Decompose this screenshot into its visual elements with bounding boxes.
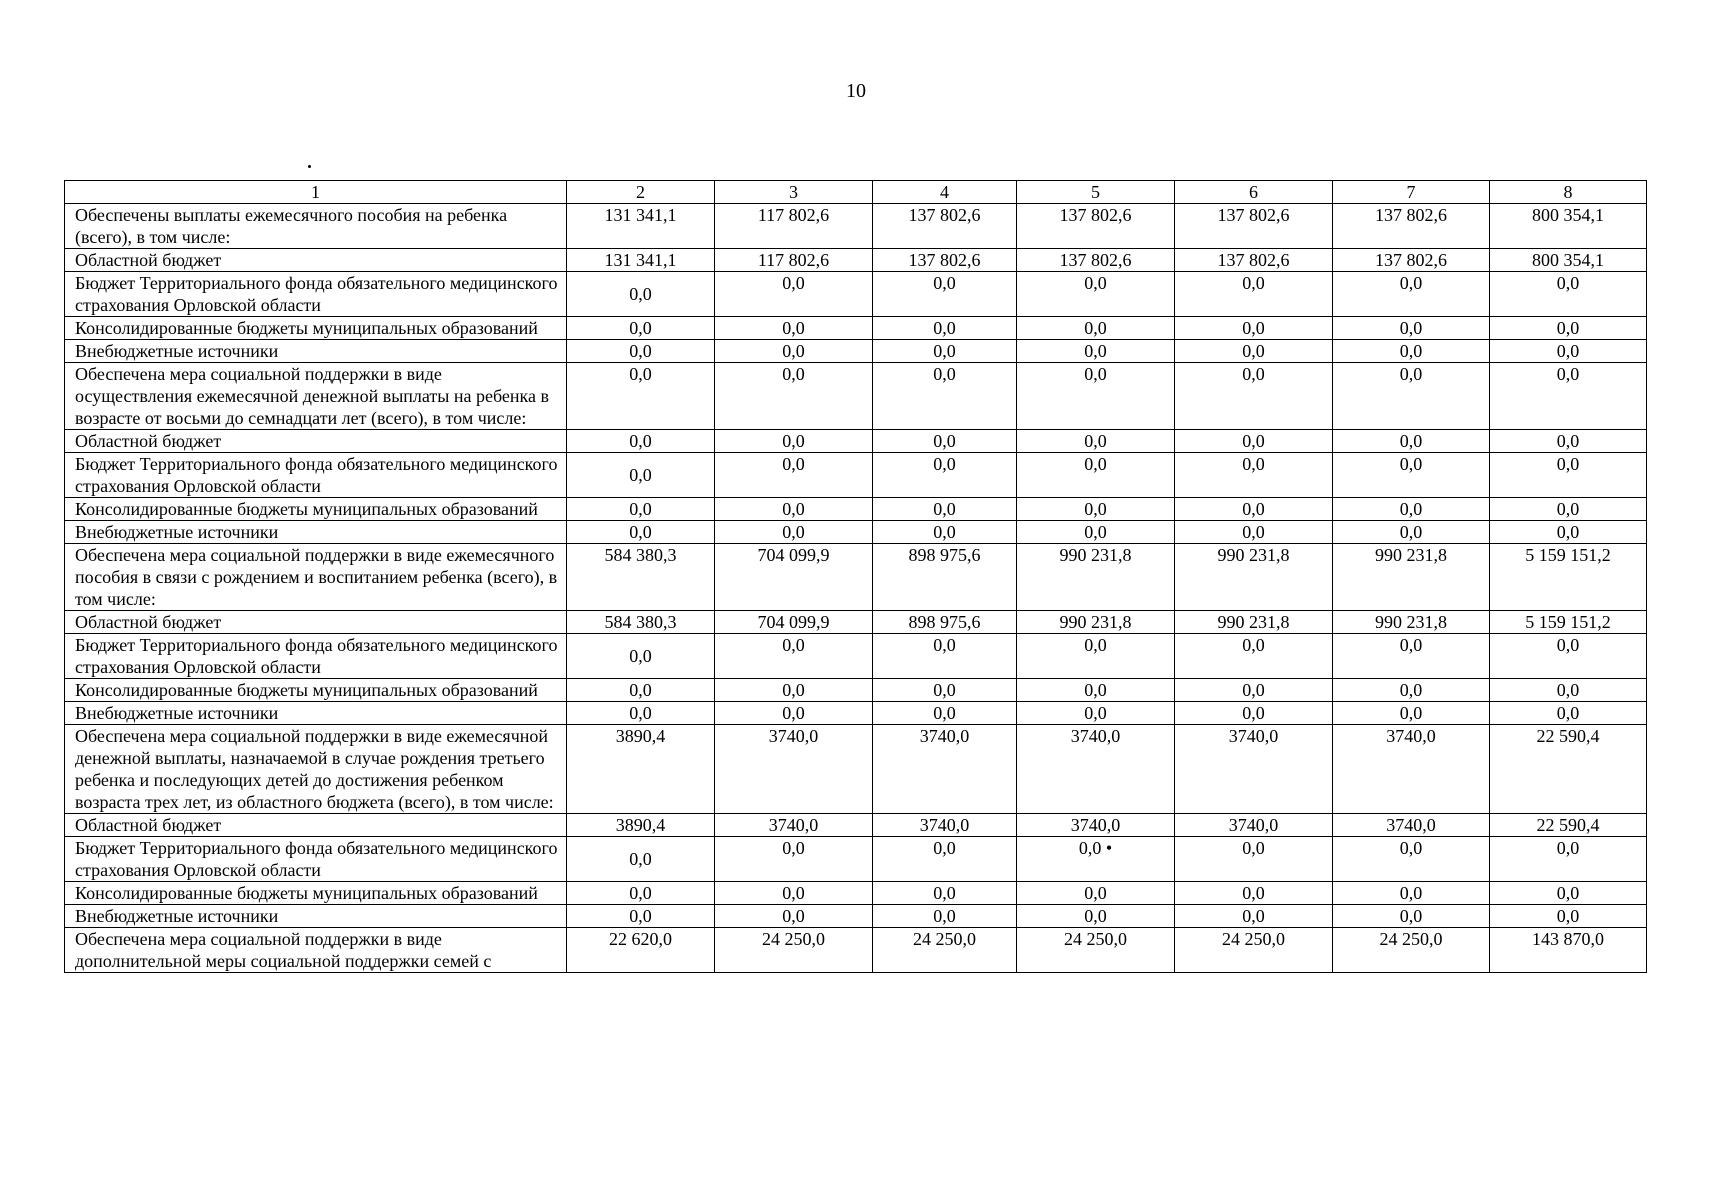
cell-col-3: 0,0 (715, 521, 873, 544)
table-row (65, 611, 1647, 634)
cell-col-2: 584 380,3 (567, 544, 715, 611)
table-row (65, 340, 1647, 363)
row-label: Бюджет Территориального фонда обязательного медицинского страхования Орловской области (65, 634, 567, 679)
cell-col-4: 3740,0 (873, 814, 1017, 837)
cell-col-8: 0,0 (1490, 453, 1647, 498)
cell-col-6: 990 231,8 (1175, 611, 1333, 634)
cell-col-4: 137 802,6 (873, 249, 1017, 272)
cell-col-2: 0,0 (567, 679, 715, 702)
cell-col-6: 0,0 (1175, 882, 1333, 905)
table-row (65, 204, 1647, 249)
cell-col-3: 0,0 (715, 498, 873, 521)
cell-col-2: 0,0 (567, 905, 715, 928)
column-header-2: 2 (567, 181, 715, 204)
cell-col-4: 0,0 (873, 317, 1017, 340)
cell-col-8: 0,0 (1490, 521, 1647, 544)
cell-col-3: 704 099,9 (715, 611, 873, 634)
column-header-7: 7 (1333, 181, 1490, 204)
cell-col-8: 0,0 (1490, 363, 1647, 430)
cell-col-6: 0,0 (1175, 498, 1333, 521)
cell-col-6: 0,0 (1175, 317, 1333, 340)
cell-col-4: 0,0 (873, 634, 1017, 679)
column-header-5: 5 (1017, 181, 1175, 204)
table-row (65, 928, 1647, 973)
cell-col-2: 131 341,1 (567, 204, 715, 249)
cell-col-4: 3740,0 (873, 725, 1017, 814)
cell-col-7: 3740,0 (1333, 725, 1490, 814)
cell-col-8: 0,0 (1490, 702, 1647, 725)
scan-dot (308, 165, 311, 168)
cell-col-5: 0,0 (1017, 702, 1175, 725)
cell-col-5: 3740,0 (1017, 725, 1175, 814)
cell-col-3: 24 250,0 (715, 928, 873, 973)
cell-col-5: 3740,0 (1017, 814, 1175, 837)
cell-col-2: 584 380,3 (567, 611, 715, 634)
cell-col-3: 0,0 (715, 882, 873, 905)
row-label: Консолидированные бюджеты муниципальных образований (65, 498, 567, 521)
column-header-4: 4 (873, 181, 1017, 204)
row-label: Внебюджетные источники (65, 521, 567, 544)
cell-col-5: 137 802,6 (1017, 249, 1175, 272)
row-label: Областной бюджет (65, 611, 567, 634)
row-label: Обеспечена мера социальной поддержки в виде ежемесячной денежной выплаты, назначаемой в случае рождения третьего ребенка и последующих детей до достижения ребенком возраста трех лет, из областного бюджета (всего), в том числе: (65, 725, 567, 814)
header-row (65, 181, 1647, 204)
cell-col-5: 0,0 (1017, 498, 1175, 521)
cell-col-7: 0,0 (1333, 340, 1490, 363)
cell-col-4: 0,0 (873, 679, 1017, 702)
column-header-6: 6 (1175, 181, 1333, 204)
cell-col-8: 0,0 (1490, 679, 1647, 702)
row-label: Внебюджетные источники (65, 702, 567, 725)
row-label: Обеспечены выплаты ежемесячного пособия на ребенка (всего), в том числе: (65, 204, 567, 249)
cell-col-8: 143 870,0 (1490, 928, 1647, 973)
table-row (65, 453, 1647, 498)
table-row (65, 882, 1647, 905)
cell-col-5: 990 231,8 (1017, 611, 1175, 634)
table-row (65, 544, 1647, 611)
cell-col-3: 0,0 (715, 272, 873, 317)
cell-col-7: 137 802,6 (1333, 204, 1490, 249)
table-row (65, 272, 1647, 317)
cell-col-7: 0,0 (1333, 272, 1490, 317)
cell-col-7: 0,0 (1333, 837, 1490, 882)
table-row (65, 905, 1647, 928)
table-row (65, 634, 1647, 679)
table-row (65, 498, 1647, 521)
cell-col-2: 0,0 (567, 363, 715, 430)
cell-col-7: 0,0 (1333, 498, 1490, 521)
table-row (65, 317, 1647, 340)
cell-col-7: 0,0 (1333, 634, 1490, 679)
cell-col-2: 131 341,1 (567, 249, 715, 272)
cell-col-6: 990 231,8 (1175, 544, 1333, 611)
cell-col-5: 0,0 (1017, 363, 1175, 430)
cell-col-3: 0,0 (715, 905, 873, 928)
cell-col-5: 0,0 • (1017, 837, 1175, 882)
cell-col-7: 990 231,8 (1333, 544, 1490, 611)
cell-col-7: 0,0 (1333, 882, 1490, 905)
cell-col-3: 0,0 (715, 837, 873, 882)
table-row (65, 814, 1647, 837)
row-label: Консолидированные бюджеты муниципальных образований (65, 317, 567, 340)
cell-col-8: 0,0 (1490, 634, 1647, 679)
cell-col-4: 0,0 (873, 702, 1017, 725)
column-header-1: 1 (65, 181, 567, 204)
cell-col-4: 24 250,0 (873, 928, 1017, 973)
table-row (65, 679, 1647, 702)
cell-col-3: 0,0 (715, 340, 873, 363)
cell-col-7: 0,0 (1333, 679, 1490, 702)
cell-col-7: 3740,0 (1333, 814, 1490, 837)
cell-col-8: 22 590,4 (1490, 814, 1647, 837)
table-row (65, 430, 1647, 453)
cell-col-6: 137 802,6 (1175, 249, 1333, 272)
cell-col-3: 117 802,6 (715, 249, 873, 272)
cell-col-6: 3740,0 (1175, 725, 1333, 814)
cell-col-8: 0,0 (1490, 272, 1647, 317)
cell-col-3: 0,0 (715, 363, 873, 430)
cell-col-6: 0,0 (1175, 340, 1333, 363)
column-header-3: 3 (715, 181, 873, 204)
table-row (65, 521, 1647, 544)
table-row (65, 363, 1647, 430)
cell-col-2: 3890,4 (567, 725, 715, 814)
cell-col-2: 0,0 (567, 453, 715, 498)
row-label: Консолидированные бюджеты муниципальных образований (65, 679, 567, 702)
cell-col-2: 0,0 (567, 340, 715, 363)
column-header-8: 8 (1490, 181, 1647, 204)
cell-col-7: 24 250,0 (1333, 928, 1490, 973)
table-row (65, 249, 1647, 272)
cell-col-8: 800 354,1 (1490, 249, 1647, 272)
cell-col-5: 0,0 (1017, 679, 1175, 702)
cell-col-2: 0,0 (567, 521, 715, 544)
cell-col-7: 0,0 (1333, 905, 1490, 928)
cell-col-8: 22 590,4 (1490, 725, 1647, 814)
cell-col-5: 0,0 (1017, 430, 1175, 453)
cell-col-8: 0,0 (1490, 430, 1647, 453)
cell-col-6: 0,0 (1175, 634, 1333, 679)
cell-col-2: 0,0 (567, 430, 715, 453)
cell-col-8: 0,0 (1490, 340, 1647, 363)
cell-col-5: 0,0 (1017, 521, 1175, 544)
cell-col-5: 24 250,0 (1017, 928, 1175, 973)
cell-col-7: 0,0 (1333, 363, 1490, 430)
cell-col-3: 704 099,9 (715, 544, 873, 611)
cell-col-4: 0,0 (873, 430, 1017, 453)
cell-col-2: 0,0 (567, 837, 715, 882)
cell-col-7: 0,0 (1333, 521, 1490, 544)
cell-col-4: 0,0 (873, 453, 1017, 498)
cell-col-4: 0,0 (873, 882, 1017, 905)
cell-col-5: 0,0 (1017, 317, 1175, 340)
cell-col-2: 3890,4 (567, 814, 715, 837)
cell-col-5: 0,0 (1017, 905, 1175, 928)
cell-col-3: 3740,0 (715, 725, 873, 814)
cell-col-2: 0,0 (567, 317, 715, 340)
row-label: Бюджет Территориального фонда обязательного медицинского страхования Орловской области (65, 453, 567, 498)
row-label: Обеспечена мера социальной поддержки в виде дополнительной меры социальной поддержки семей с (65, 928, 567, 973)
row-label: Областной бюджет (65, 249, 567, 272)
cell-col-4: 0,0 (873, 340, 1017, 363)
row-label: Обеспечена мера социальной поддержки в виде осуществления ежемесячной денежной выплаты на ребенка в возрасте от восьми до семнадцати лет (всего), в том числе: (65, 363, 567, 430)
cell-col-8: 800 354,1 (1490, 204, 1647, 249)
budget-table (64, 180, 1647, 973)
cell-col-6: 0,0 (1175, 702, 1333, 725)
cell-col-5: 990 231,8 (1017, 544, 1175, 611)
row-label: Внебюджетные источники (65, 905, 567, 928)
cell-col-5: 0,0 (1017, 340, 1175, 363)
cell-col-4: 0,0 (873, 272, 1017, 317)
row-label: Областной бюджет (65, 814, 567, 837)
cell-col-5: 0,0 (1017, 882, 1175, 905)
cell-col-6: 0,0 (1175, 430, 1333, 453)
cell-col-3: 0,0 (715, 634, 873, 679)
cell-col-7: 137 802,6 (1333, 249, 1490, 272)
cell-col-6: 0,0 (1175, 837, 1333, 882)
cell-col-5: 0,0 (1017, 634, 1175, 679)
cell-col-8: 0,0 (1490, 882, 1647, 905)
cell-col-6: 0,0 (1175, 905, 1333, 928)
cell-col-8: 0,0 (1490, 837, 1647, 882)
cell-col-3: 0,0 (715, 702, 873, 725)
cell-col-3: 0,0 (715, 453, 873, 498)
cell-col-6: 24 250,0 (1175, 928, 1333, 973)
row-label: Консолидированные бюджеты муниципальных образований (65, 882, 567, 905)
row-label: Областной бюджет (65, 430, 567, 453)
cell-col-2: 0,0 (567, 882, 715, 905)
cell-col-4: 0,0 (873, 521, 1017, 544)
page-number: 10 (846, 80, 866, 102)
table-row (65, 702, 1647, 725)
cell-col-7: 990 231,8 (1333, 611, 1490, 634)
cell-col-8: 5 159 151,2 (1490, 544, 1647, 611)
cell-col-5: 0,0 (1017, 453, 1175, 498)
cell-col-2: 22 620,0 (567, 928, 715, 973)
row-label: Бюджет Территориального фонда обязательного медицинского страхования Орловской области (65, 272, 567, 317)
cell-col-4: 0,0 (873, 498, 1017, 521)
cell-col-3: 0,0 (715, 430, 873, 453)
cell-col-7: 0,0 (1333, 702, 1490, 725)
cell-col-6: 0,0 (1175, 363, 1333, 430)
cell-col-2: 0,0 (567, 272, 715, 317)
cell-col-2: 0,0 (567, 634, 715, 679)
cell-col-7: 0,0 (1333, 430, 1490, 453)
cell-col-3: 0,0 (715, 317, 873, 340)
cell-col-3: 0,0 (715, 679, 873, 702)
cell-col-4: 0,0 (873, 837, 1017, 882)
table-row (65, 837, 1647, 882)
cell-col-6: 137 802,6 (1175, 204, 1333, 249)
cell-col-6: 0,0 (1175, 453, 1333, 498)
cell-col-4: 0,0 (873, 905, 1017, 928)
cell-col-6: 0,0 (1175, 272, 1333, 317)
cell-col-5: 137 802,6 (1017, 204, 1175, 249)
cell-col-4: 898 975,6 (873, 544, 1017, 611)
cell-col-6: 3740,0 (1175, 814, 1333, 837)
row-label: Обеспечена мера социальной поддержки в виде ежемесячного пособия в связи с рождением и воспитанием ребенка (всего), в том числе: (65, 544, 567, 611)
cell-col-8: 5 159 151,2 (1490, 611, 1647, 634)
cell-col-4: 0,0 (873, 363, 1017, 430)
cell-col-7: 0,0 (1333, 317, 1490, 340)
table-row (65, 725, 1647, 814)
cell-col-6: 0,0 (1175, 679, 1333, 702)
cell-col-4: 898 975,6 (873, 611, 1017, 634)
cell-col-4: 137 802,6 (873, 204, 1017, 249)
cell-col-3: 117 802,6 (715, 204, 873, 249)
cell-col-8: 0,0 (1490, 905, 1647, 928)
cell-col-7: 0,0 (1333, 453, 1490, 498)
row-label: Внебюджетные источники (65, 340, 567, 363)
cell-col-5: 0,0 (1017, 272, 1175, 317)
cell-col-6: 0,0 (1175, 521, 1333, 544)
cell-col-3: 3740,0 (715, 814, 873, 837)
cell-col-2: 0,0 (567, 498, 715, 521)
cell-col-8: 0,0 (1490, 317, 1647, 340)
row-label: Бюджет Территориального фонда обязательного медицинского страхования Орловской области (65, 837, 567, 882)
cell-col-8: 0,0 (1490, 498, 1647, 521)
cell-col-2: 0,0 (567, 702, 715, 725)
